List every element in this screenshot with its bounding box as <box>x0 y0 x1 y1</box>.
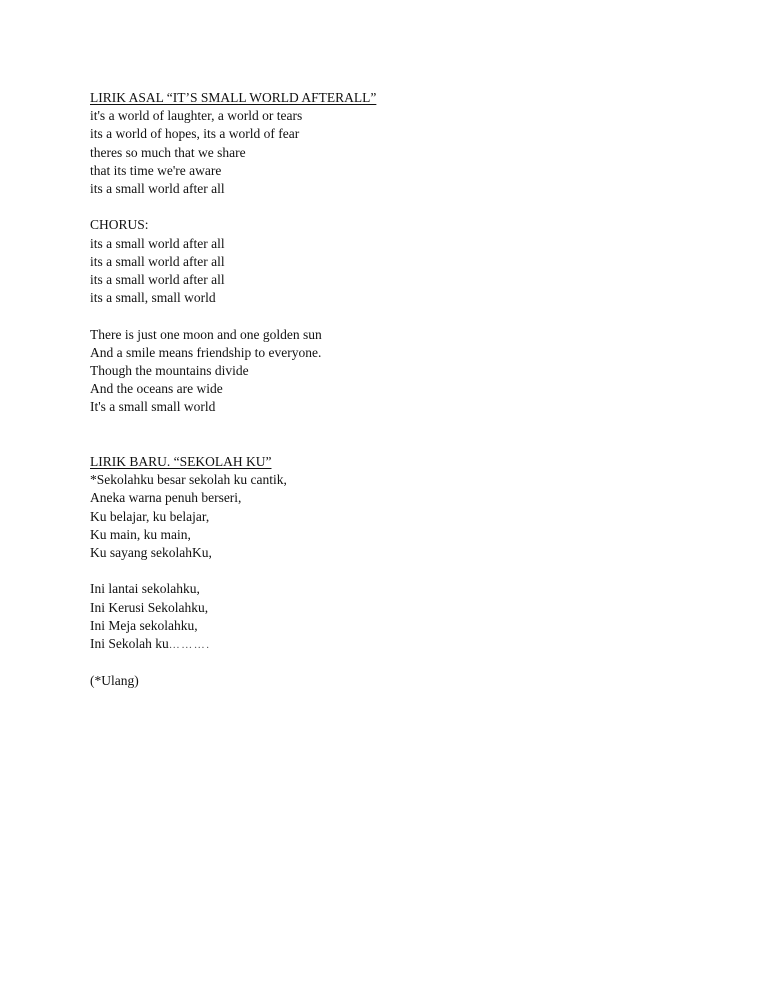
lyric-line: theres so much that we share <box>90 144 246 160</box>
new-verse-1 <box>90 471 710 562</box>
lyric-line: Ku main, ku main, <box>90 526 191 542</box>
lyric-line: its a small world after all <box>90 235 225 251</box>
ellipsis-dots: ………. <box>168 639 211 652</box>
lyric-line: its a world of hopes, its a world of fear <box>90 126 300 142</box>
lyric-line-text: Ini Sekolah ku <box>90 636 169 652</box>
new-lyrics-heading: LIRIK BARU. “SEKOLAH KU” <box>90 454 272 470</box>
lyric-line: There is just one moon and one golden sun <box>90 326 322 342</box>
original-verse-2 <box>90 326 710 417</box>
lyric-line: that its time we're aware <box>90 162 222 178</box>
original-chorus <box>90 235 710 308</box>
lyric-line: Ku sayang sekolahKu, <box>90 545 212 561</box>
lyric-line: And a smile means friendship to everyone. <box>90 344 322 360</box>
original-verse-1 <box>90 107 710 198</box>
original-lyrics-heading: LIRIK ASAL “IT’S SMALL WORLD AFTERALL” <box>90 90 377 105</box>
lyric-line: its a small world after all <box>90 181 225 197</box>
chorus-label: CHORUS: <box>90 217 149 233</box>
lyric-line: Ku belajar, ku belajar, <box>90 508 210 524</box>
lyrics-document <box>90 89 710 691</box>
new-verse-2 <box>90 580 710 654</box>
lyric-line: its a small, small world <box>90 290 216 306</box>
lyric-line: its a small world after all <box>90 272 225 288</box>
lyric-line: And the oceans are wide <box>90 381 223 397</box>
lyric-line: its a small world after all <box>90 253 225 269</box>
repeat-marker: (*Ulang) <box>90 673 139 689</box>
lyric-line: It's a small small world <box>90 399 216 415</box>
lyric-line <box>90 635 710 654</box>
lyric-line: Ini Kerusi Sekolahku, <box>90 599 209 615</box>
lyric-line: Ini Meja sekolahku, <box>90 617 198 633</box>
lyric-line: *Sekolahku besar sekolah ku cantik, <box>90 472 287 488</box>
lyric-line: Though the mountains divide <box>90 363 249 379</box>
lyric-line: Aneka warna penuh berseri, <box>90 490 242 506</box>
lyric-line: Ini lantai sekolahku, <box>90 581 200 597</box>
lyric-line: it's a world of laughter, a world or tears <box>90 108 303 124</box>
